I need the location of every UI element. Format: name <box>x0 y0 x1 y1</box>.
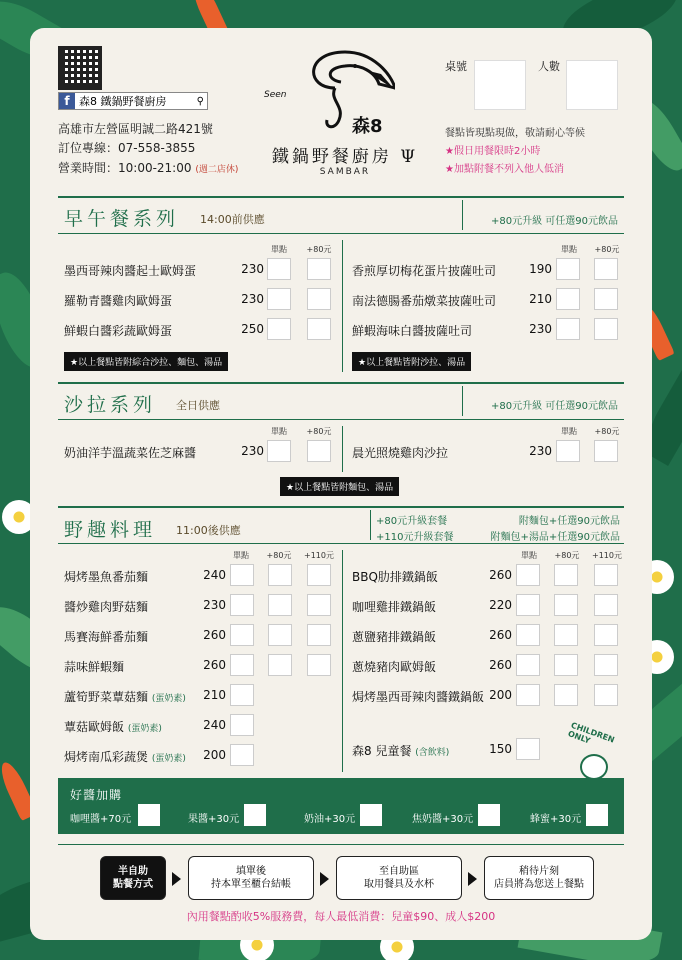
menu-item: 蔥燒豬肉歐姆飯 <box>352 660 437 674</box>
order-checkbox[interactable] <box>230 684 254 706</box>
facebook-page-name: 森8 鐵鍋野餐廚房 <box>79 95 167 108</box>
order-checkbox[interactable] <box>230 654 254 676</box>
wild-title: 野趣料理 <box>64 519 157 541</box>
menu-paper <box>30 28 652 940</box>
qr-code[interactable] <box>58 46 102 90</box>
order-checkbox[interactable] <box>516 564 540 586</box>
order-checkbox[interactable] <box>556 318 580 340</box>
upgrade-checkbox[interactable] <box>268 594 292 616</box>
order-checkbox[interactable] <box>516 738 540 760</box>
brunch-col-single-right: 單點 <box>561 245 577 254</box>
footer-service-note: 內用餐點酌收5%服務費，每人最低消費：兒童$90、成人$200 <box>186 910 496 923</box>
order-checkbox[interactable] <box>516 684 540 706</box>
upgrade-checkbox[interactable] <box>307 624 331 646</box>
brunch-col-plus80-left: +80元 <box>306 245 332 254</box>
upgrade-checkbox[interactable] <box>594 594 618 616</box>
wild-col-plus110-left: +110元 <box>304 551 334 560</box>
upgrade-checkbox[interactable] <box>307 288 331 310</box>
menu-item: 羅勒青醬雞肉歐姆蛋 <box>64 294 173 308</box>
brunch-time: 14:00前供應 <box>200 213 265 226</box>
item-price: 220 <box>489 598 512 612</box>
order-checkbox[interactable] <box>267 258 291 280</box>
wild-col-single-right: 單點 <box>521 551 537 560</box>
order-checkbox[interactable] <box>516 594 540 616</box>
brunch-title: 早午餐系列 <box>64 208 180 230</box>
order-checkbox[interactable] <box>267 440 291 462</box>
table-number-field[interactable] <box>474 60 526 110</box>
closed-day: (週二店休) <box>195 165 239 175</box>
step-self-service: 至自助區 取用餐具及水杯 <box>336 856 462 900</box>
upgrade-checkbox[interactable] <box>594 624 618 646</box>
upgrade-checkbox[interactable] <box>554 564 578 586</box>
upgrade-checkbox[interactable] <box>307 440 331 462</box>
menu-item: 晨光照燒雞肉沙拉 <box>352 446 449 460</box>
upgrade-checkbox[interactable] <box>554 654 578 676</box>
upgrade-checkbox[interactable] <box>307 318 331 340</box>
item-price: 230 <box>529 322 552 336</box>
salad-col-plus80-right: +80元 <box>594 427 620 436</box>
salad-title: 沙拉系列 <box>64 394 157 416</box>
menu-item: 墨西哥辣肉醬起士歐姆蛋 <box>64 264 197 278</box>
children-only-text: CHILDREN ONLY <box>566 720 616 746</box>
facebook-search-bar[interactable] <box>58 92 208 110</box>
wild-time: 11:00後供應 <box>176 524 241 537</box>
upgrade-checkbox[interactable] <box>268 564 292 586</box>
sauce-addon-bar <box>58 778 624 834</box>
upgrade-checkbox[interactable] <box>268 654 292 676</box>
arrow-icon <box>172 872 181 886</box>
people-count-field[interactable] <box>566 60 618 110</box>
menu-item: 鮮蝦白醬彩蔬歐姆蛋 <box>64 324 173 338</box>
upgrade-checkbox[interactable] <box>307 564 331 586</box>
address: 高雄市左營區明誠二路421號 <box>58 122 213 136</box>
logo-english: SAMBAR <box>319 167 371 177</box>
item-price: 230 <box>203 598 226 612</box>
logo <box>260 44 430 184</box>
notice-addon: ★加點附餐不列入他人低消 <box>445 164 564 175</box>
sauce-item: 蜂蜜+30元 <box>530 814 582 825</box>
item-price: 260 <box>489 628 512 642</box>
order-checkbox[interactable] <box>556 440 580 462</box>
menu-item: 馬賽海鮮番茄麵 <box>64 630 149 644</box>
upgrade-checkbox[interactable] <box>554 594 578 616</box>
order-checkbox[interactable] <box>230 564 254 586</box>
menu-item: 鮮蝦海味白醬披薩吐司 <box>352 324 473 338</box>
upgrade-checkbox[interactable] <box>594 564 618 586</box>
sauce-item: 焦奶醬+30元 <box>412 814 474 825</box>
upgrade-checkbox[interactable] <box>594 684 618 706</box>
salad-col-single-right: 單點 <box>561 427 577 436</box>
wild-col-plus110-right: +110元 <box>592 551 622 560</box>
menu-item: 醬炒雞肉野菇麵 <box>64 600 149 614</box>
phone: 訂位專線：07-558-3855 <box>58 141 196 155</box>
item-price: 230 <box>241 262 264 276</box>
item-price: 230 <box>529 444 552 458</box>
order-checkbox[interactable] <box>516 624 540 646</box>
order-checkbox[interactable] <box>556 288 580 310</box>
kids-price: 150 <box>489 742 512 756</box>
hours-row <box>58 159 238 176</box>
menu-item: 蘆筍野菜蕈菇麵 (蛋奶素) <box>64 690 186 704</box>
menu-item: 香煎厚切梅花蛋片披薩吐司 <box>352 264 497 278</box>
menu-item: 蔥鹽豬排鐵鍋飯 <box>352 630 437 644</box>
upgrade-checkbox[interactable] <box>554 624 578 646</box>
item-price: 200 <box>489 688 512 702</box>
salad-col-plus80-left: +80元 <box>306 427 332 436</box>
item-price: 260 <box>489 658 512 672</box>
table-label: 桌號 <box>445 60 467 73</box>
order-checkbox[interactable] <box>230 744 254 766</box>
salad-note: ★以上餐點皆附麵包、湯品 <box>280 477 399 496</box>
logo-mark: 森8 <box>352 116 383 137</box>
order-checkbox[interactable] <box>230 624 254 646</box>
menu-item: 焗烤墨魚番茄麵 <box>64 570 149 584</box>
sauce-title: 好醬加購 <box>70 788 123 802</box>
upgrade-checkbox[interactable] <box>594 440 618 462</box>
sauce-checkbox[interactable] <box>360 804 382 826</box>
item-price: 230 <box>241 444 264 458</box>
item-price: 240 <box>203 568 226 582</box>
upgrade-checkbox[interactable] <box>307 654 331 676</box>
order-checkbox[interactable] <box>230 594 254 616</box>
menu-item: 蒜味鮮蝦麵 <box>64 660 125 674</box>
arrow-icon <box>468 872 477 886</box>
sauce-checkbox[interactable] <box>244 804 266 826</box>
item-price: 250 <box>241 322 264 336</box>
order-checkbox[interactable] <box>267 288 291 310</box>
brunch-col-single-left: 單點 <box>271 245 287 254</box>
hours: 營業時間：10:00-21:00 <box>58 161 192 175</box>
item-price: 230 <box>241 292 264 306</box>
item-price: 190 <box>529 262 552 276</box>
step-wait: 稍待片刻 店員將為您送上餐點 <box>484 856 594 900</box>
logo-script: Seen <box>264 90 287 100</box>
wild-col-single-left: 單點 <box>233 551 249 560</box>
upgrade-checkbox[interactable] <box>307 258 331 280</box>
item-price: 200 <box>203 748 226 762</box>
menu-item: 焗烤南瓜彩蔬煲 (蛋奶素) <box>64 750 186 764</box>
salad-time: 全日供應 <box>176 399 220 412</box>
search-icon: ⚲ <box>196 95 204 107</box>
logo-chinese: 鐵鍋野餐廚房 Ψ <box>271 147 419 167</box>
facebook-icon: f <box>59 93 75 109</box>
menu-item: 焗烤墨西哥辣肉醬鐵鍋飯 <box>352 690 485 704</box>
wild-upgrade-80: +80元升級套餐 <box>376 516 448 527</box>
sauce-item: 咖哩醬+70元 <box>70 814 132 825</box>
sauce-item: 果醬+30元 <box>188 814 240 825</box>
sauce-checkbox[interactable] <box>138 804 160 826</box>
order-checkbox[interactable] <box>516 654 540 676</box>
brunch-col-plus80-right: +80元 <box>594 245 620 254</box>
item-price: 260 <box>489 568 512 582</box>
menu-item: BBQ肋排鐵鍋飯 <box>352 570 438 584</box>
wild-upgrade-110: +110元升級套餐 <box>376 532 454 543</box>
brunch-note-right: ★以上餐點皆附沙拉、湯品 <box>352 352 471 371</box>
salad-upgrade: +80元升級 可任選90元飲品 <box>490 401 618 412</box>
notice-time-limit: ★假日用餐限時2小時 <box>445 146 541 157</box>
step-checkout: 填單後 持本單至櫃台結帳 <box>188 856 314 900</box>
menu-item: 蕈菇歐姆飯 (蛋奶素) <box>64 720 162 734</box>
kids-meal: 森8 兒童餐 (含飲料) <box>352 744 450 758</box>
item-price: 210 <box>529 292 552 306</box>
people-label: 人數 <box>538 60 560 73</box>
upgrade-checkbox[interactable] <box>594 288 618 310</box>
menu-item: 南法德腸番茄燉菜披薩吐司 <box>352 294 497 308</box>
step-ordering-method: 半自助 點餐方式 <box>100 856 166 900</box>
notice-fresh: 餐點皆現點現做，敬請耐心等候 <box>445 128 585 139</box>
item-price: 260 <box>203 658 226 672</box>
item-price: 210 <box>203 688 226 702</box>
sauce-checkbox[interactable] <box>586 804 608 826</box>
upgrade-checkbox[interactable] <box>594 654 618 676</box>
upgrade-checkbox[interactable] <box>594 258 618 280</box>
upgrade-checkbox[interactable] <box>554 684 578 706</box>
salad-col-single-left: 單點 <box>271 427 287 436</box>
arrow-icon <box>320 872 329 886</box>
upgrade-checkbox[interactable] <box>594 318 618 340</box>
item-price: 260 <box>203 628 226 642</box>
child-face-icon <box>580 754 608 780</box>
brunch-upgrade: +80元升級 可任選90元飲品 <box>490 216 618 227</box>
utensils-icon: Ψ <box>400 147 419 167</box>
brunch-note-left: ★以上餐點皆附綜合沙拉、麵包、湯品 <box>64 352 228 371</box>
menu-item: 奶油洋芋溫蔬菜佐芝麻醬 <box>64 446 197 460</box>
order-checkbox[interactable] <box>267 318 291 340</box>
wild-col-plus80-right: +80元 <box>554 551 580 560</box>
sauce-checkbox[interactable] <box>478 804 500 826</box>
wild-col-plus80-left: +80元 <box>266 551 292 560</box>
wild-upgrade-110-desc: 附麵包+湯品+任選90元飲品 <box>490 532 620 543</box>
item-price: 240 <box>203 718 226 732</box>
order-checkbox[interactable] <box>230 714 254 736</box>
sauce-item: 奶油+30元 <box>304 814 356 825</box>
menu-item: 咖哩雞排鐵鍋飯 <box>352 600 437 614</box>
wild-upgrade-80-desc: 附麵包+任選90元飲品 <box>518 516 620 527</box>
order-checkbox[interactable] <box>556 258 580 280</box>
upgrade-checkbox[interactable] <box>268 624 292 646</box>
upgrade-checkbox[interactable] <box>307 594 331 616</box>
